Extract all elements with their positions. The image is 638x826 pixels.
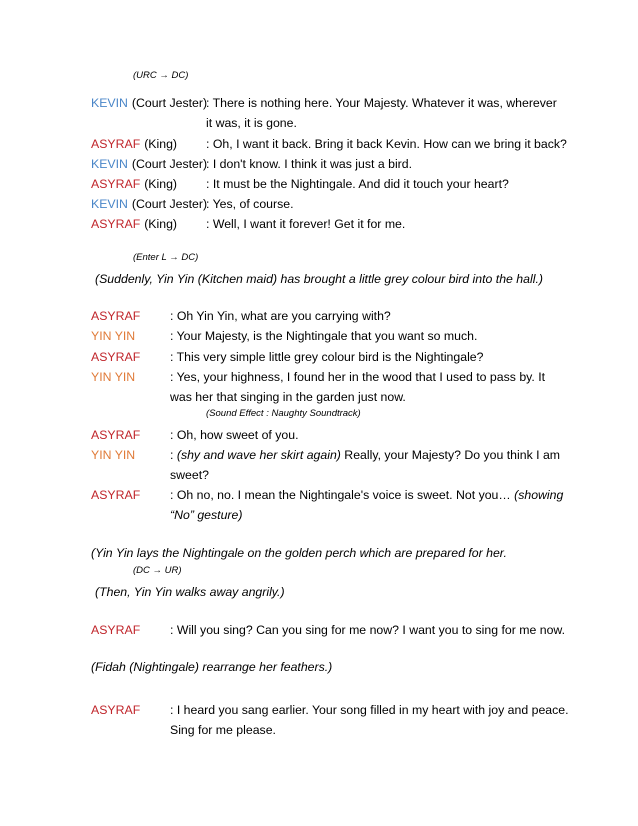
dialogue-line: : Oh no, no. I mean the Nightingale's voice is sweet. Not you… (showing	[170, 488, 564, 502]
action-line: (Yin Yin lays the Nightingale on the golden perch which are prepared for her.	[91, 546, 507, 560]
dialogue-line: : Well, I want it forever! Get it for me.	[206, 217, 406, 231]
speaker-asyraf: ASYRAF (King)	[91, 137, 178, 151]
speaker-yinyin: YIN YIN	[91, 448, 136, 462]
action-line: (Then, Yin Yin walks away angrily.)	[95, 585, 285, 599]
speaker-asyraf: ASYRAF	[91, 488, 141, 502]
dialogue-line: : Will you sing? Can you sing for me now? I want you to sing for me now.	[170, 623, 566, 637]
stage-direction-dc-ur: (DC → UR)	[133, 565, 182, 576]
dialogue-line: it was, it is gone.	[206, 116, 297, 130]
speaker-asyraf: ASYRAF (King)	[91, 177, 178, 191]
speaker-yinyin: YIN YIN	[91, 370, 136, 384]
action-line: (Suddenly, Yin Yin (Kitchen maid) has brought a little grey colour bird into the hall.)	[95, 272, 543, 286]
speaker-kevin: KEVIN (Court Jester)	[91, 96, 208, 110]
speaker-asyraf: ASYRAF (King)	[91, 217, 178, 231]
dialogue-line: : It must be the Nightingale. And did it touch your heart?	[206, 177, 509, 191]
dialogue-line: : I don't know. I think it was just a bird.	[206, 157, 413, 171]
stage-direction-enter: (Enter L → DC)	[133, 252, 199, 263]
dialogue-line: : Yes, of course.	[206, 197, 294, 211]
action-line: (Fidah (Nightingale) rearrange her feathers.)	[91, 660, 333, 674]
speaker-kevin: KEVIN (Court Jester)	[91, 157, 208, 171]
dialogue-line: was her that singing in the garden just now.	[170, 390, 406, 404]
speaker-asyraf: ASYRAF	[91, 350, 141, 364]
dialogue-line: “No” gesture)	[170, 508, 243, 522]
dialogue-line: : There is nothing here. Your Majesty. Whatever it was, wherever	[206, 96, 557, 110]
speaker-asyraf: ASYRAF	[91, 309, 141, 323]
dialogue-line: sweet?	[170, 468, 209, 482]
speaker-asyraf: ASYRAF	[91, 703, 141, 717]
dialogue-line: : Yes, your highness, I found her in the wood that I used to pass by. It	[170, 370, 546, 384]
speaker-kevin: KEVIN (Court Jester)	[91, 197, 208, 211]
dialogue-line: : Oh, I want it back. Bring it back Kevin. How can we bring it back?	[206, 137, 567, 151]
dialogue-line: Sing for me please.	[170, 723, 276, 737]
dialogue-line: : This very simple little grey colour bird is the Nightingale?	[170, 350, 484, 364]
speaker-yinyin: YIN YIN	[91, 329, 136, 343]
speaker-asyraf: ASYRAF	[91, 428, 141, 442]
dialogue-line: : I heard you sang earlier. Your song filled in my heart with joy and peace.	[170, 703, 569, 717]
inline-stage-direction: (shy and wave her skirt again)	[176, 448, 341, 462]
dialogue-line: : Oh, how sweet of you.	[170, 428, 299, 442]
dialogue-line: : (shy and wave her skirt again) Really, your Majesty? Do you think I am	[170, 448, 561, 462]
dialogue-line: : Oh Yin Yin, what are you carrying with?	[170, 309, 391, 323]
dialogue-line: : Your Majesty, is the Nightingale that you want so much.	[170, 329, 478, 343]
speaker-asyraf: ASYRAF	[91, 623, 141, 637]
stage-direction-urc-dc: (URC → DC)	[133, 70, 189, 81]
sound-effect-note: (Sound Effect : Naughty Soundtrack)	[206, 408, 361, 419]
inline-stage-direction: (showing	[514, 488, 564, 502]
